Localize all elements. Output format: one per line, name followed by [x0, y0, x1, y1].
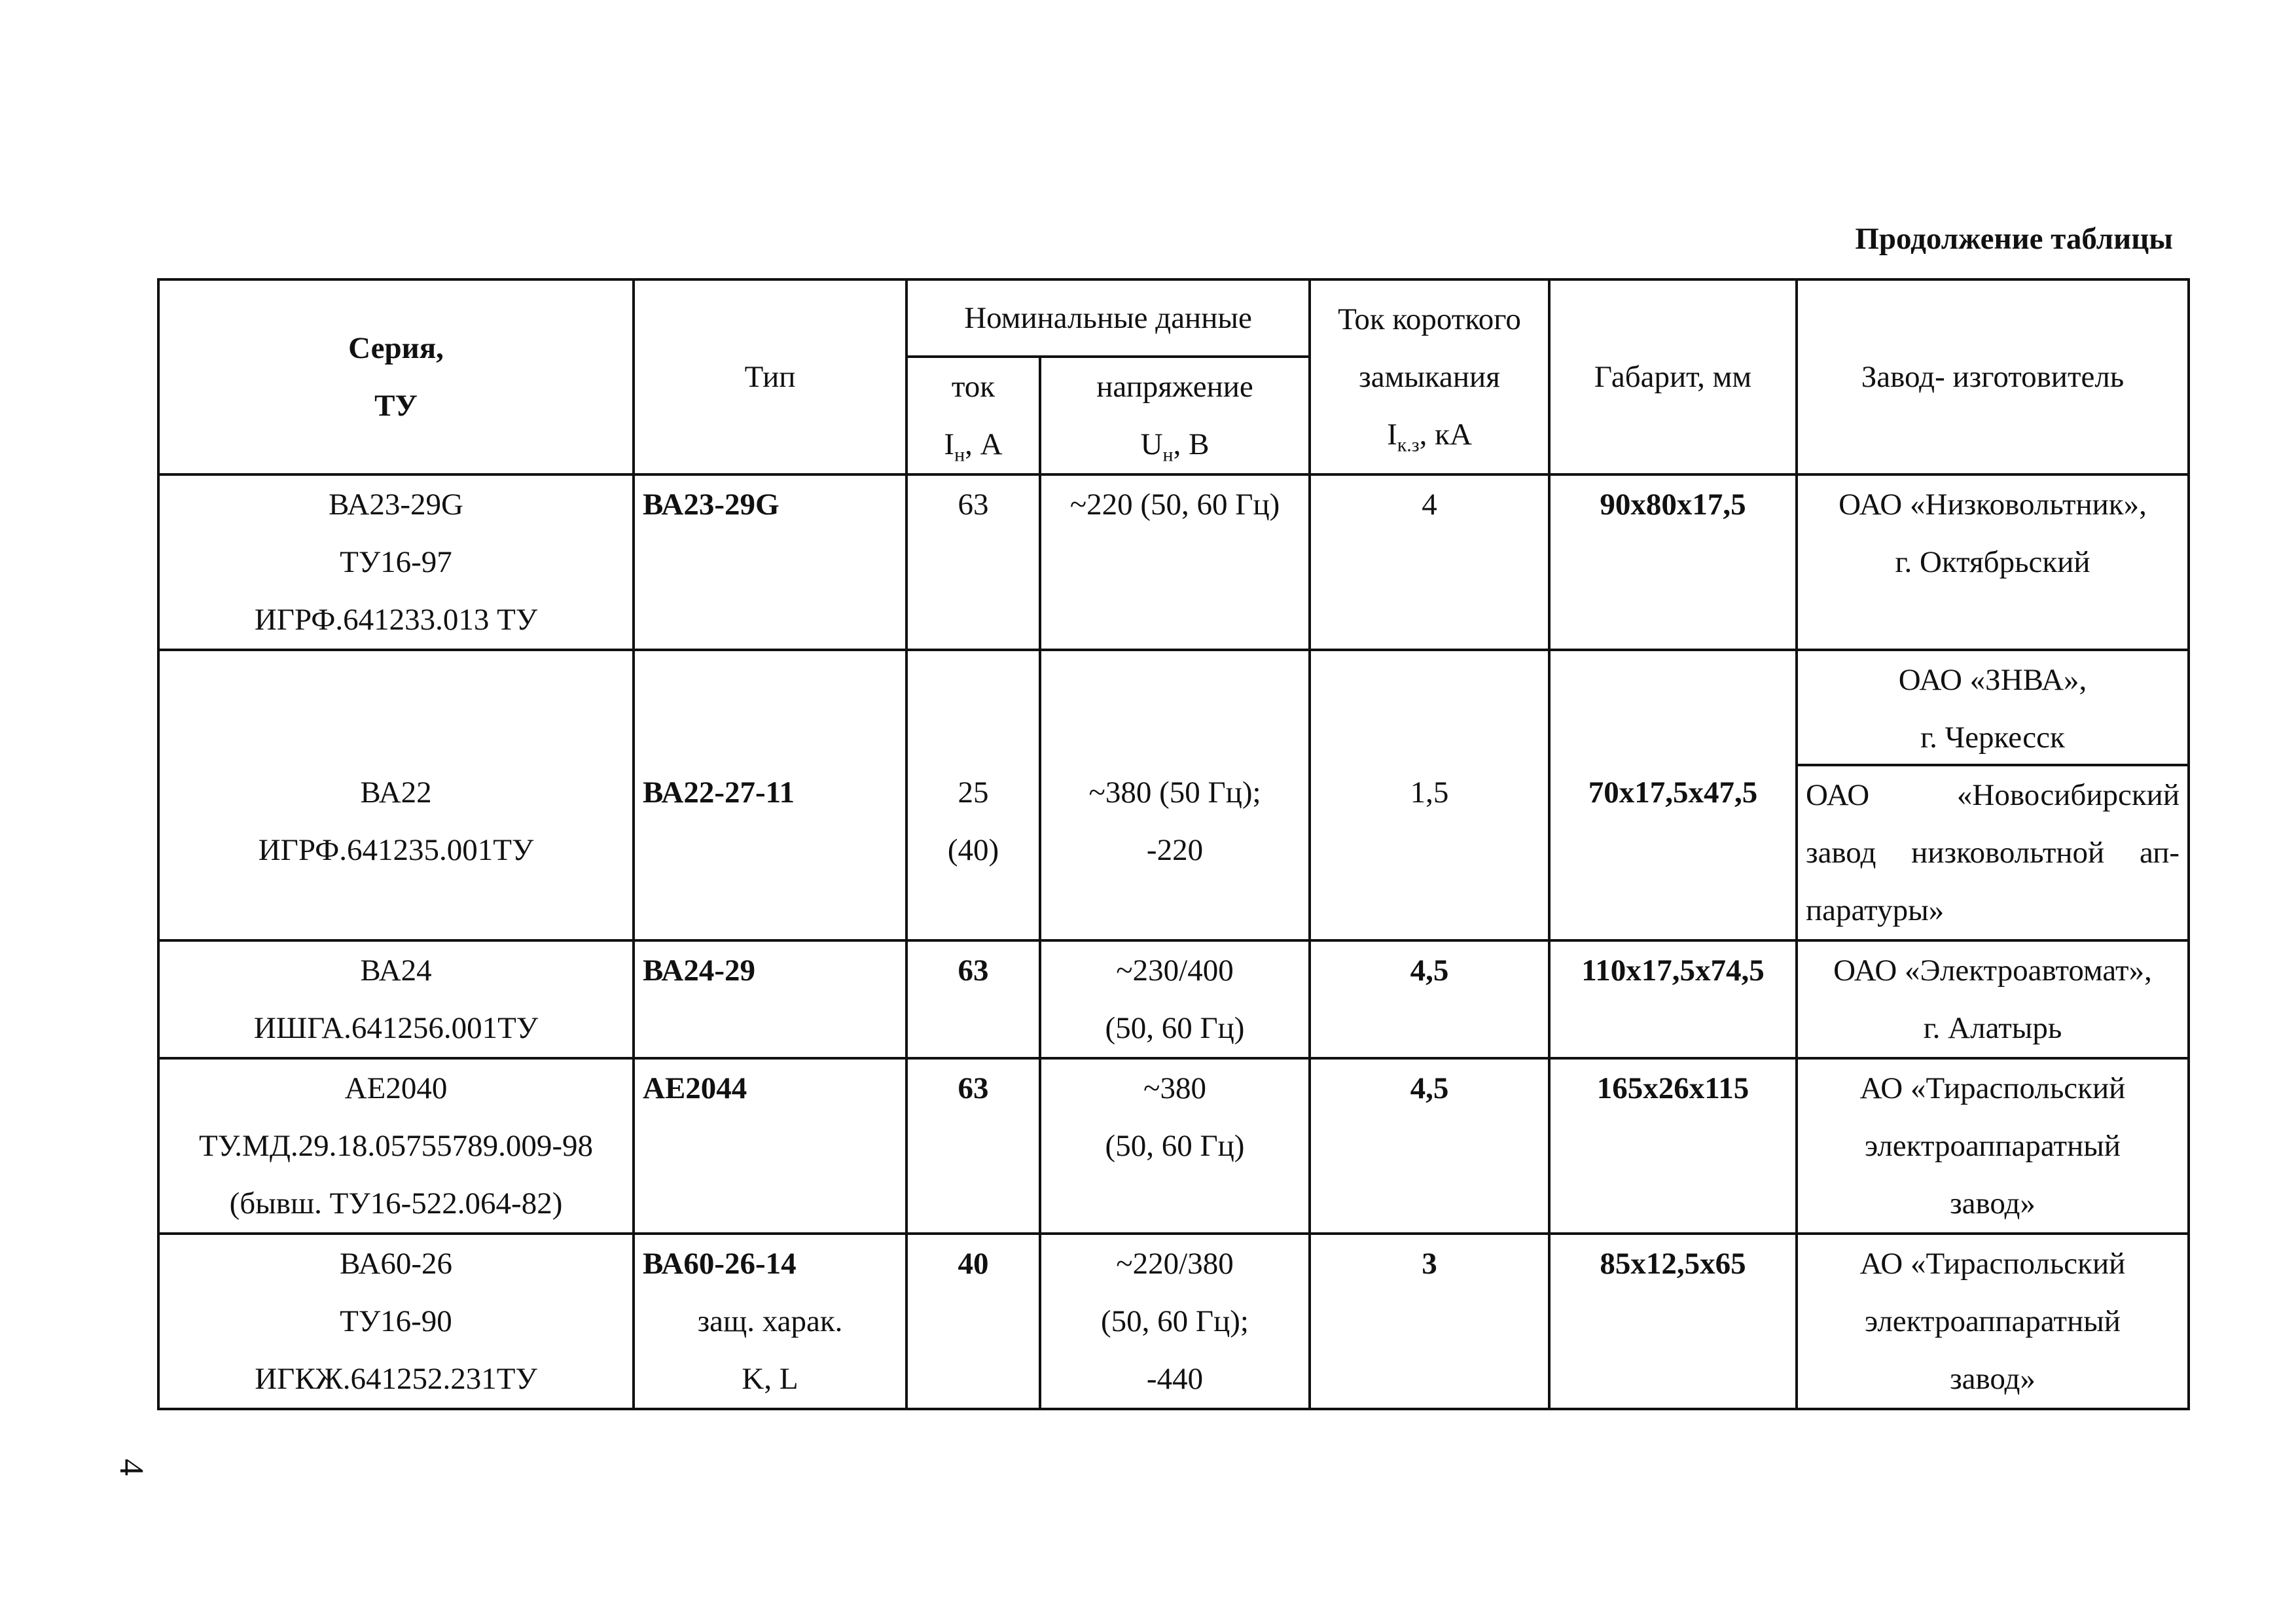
cell-size: 85x12,5x65	[1549, 1234, 1797, 1409]
table-row	[158, 650, 2189, 940]
cell-voltage: ~220/380 (50, 60 Гц); -440	[1040, 1234, 1310, 1409]
cell-current: 63	[906, 474, 1040, 650]
cell-short-circuit: 1,5	[1310, 650, 1549, 940]
cell-voltage: ~380 (50 Гц); -220	[1040, 650, 1310, 940]
cell-voltage: ~230/400 (50, 60 Гц)	[1040, 940, 1310, 1058]
cell-series: АЕ2040 ТУ.МД.29.18.05755789.009-98 (бывш. ТУ16-522.064-82)	[158, 1058, 634, 1234]
cell-current: 40	[906, 1234, 1040, 1409]
header-nominal-data: Номинальные данные	[906, 279, 1310, 357]
cell-size: 70x17,5x47,5	[1549, 650, 1797, 940]
cell-size: 90x80x17,5	[1549, 474, 1797, 650]
maker-entry: ОАО «ЗНВА», г. Черкесск	[1798, 651, 2187, 766]
table-continuation-caption: Продолжение таблицы	[1855, 222, 2173, 256]
cell-maker: АО «Тираспольский электроаппаратный завод»	[1797, 1058, 2189, 1234]
cell-current: 63	[906, 940, 1040, 1058]
cell-type: АЕ2044	[634, 1058, 906, 1234]
cell-size: 110x17,5x74,5	[1549, 940, 1797, 1058]
cell-series: ВА60-26 ТУ16-90 ИГКЖ.641252.231ТУ	[158, 1234, 634, 1409]
cell-short-circuit: 4	[1310, 474, 1549, 650]
cell-series: ВА22 ИГРФ.641235.001ТУ	[158, 650, 634, 940]
cell-type: ВА60-26-14 защ. харак. K, L	[634, 1234, 906, 1409]
cell-maker: ОАО «Низковольтник», г. Октябрьский	[1797, 474, 2189, 650]
cell-maker: АО «Тираспольский электроаппаратный завод»	[1797, 1234, 2189, 1409]
table-row	[158, 474, 2189, 650]
header-voltage: напряжение $U_н$, В	[1040, 357, 1310, 474]
table-row	[158, 1058, 2189, 1234]
table-row	[158, 940, 2189, 1058]
cell-current: 25 (40)	[906, 650, 1040, 940]
maker-entry: ОАО «Новосибирский завод низковольтной ап- паратуры»	[1806, 778, 2179, 927]
cell-type: ВА23-29G	[634, 474, 906, 650]
header-short-circuit: Ток короткого замыкания $I_{к.з}$, кА	[1310, 279, 1549, 474]
breakers-table	[157, 278, 2190, 1410]
header-current: ток $I_н$, А	[906, 357, 1040, 474]
header-maker: Завод- изготовитель	[1797, 279, 2189, 474]
cell-type: ВА24-29	[634, 940, 906, 1058]
header-series: Серия, ТУ	[158, 279, 634, 474]
cell-series: ВА23-29G ТУ16-97 ИГРФ.641233.013 ТУ	[158, 474, 634, 650]
cell-maker	[1797, 650, 2189, 940]
cell-size: 165x26x115	[1549, 1058, 1797, 1234]
cell-short-circuit: 3	[1310, 1234, 1549, 1409]
cell-current: 63	[906, 1058, 1040, 1234]
cell-short-circuit: 4,5	[1310, 1058, 1549, 1234]
cell-maker: ОАО «Электроавтомат», г. Алатырь	[1797, 940, 2189, 1058]
cell-voltage: ~220 (50, 60 Гц)	[1040, 474, 1310, 650]
page-number: 4	[113, 1459, 150, 1476]
table-row	[158, 1234, 2189, 1409]
cell-type: ВА22-27-11	[634, 650, 906, 940]
cell-short-circuit: 4,5	[1310, 940, 1549, 1058]
cell-series: ВА24 ИШГА.641256.001ТУ	[158, 940, 634, 1058]
cell-voltage: ~380 (50, 60 Гц)	[1040, 1058, 1310, 1234]
header-type: Тип	[634, 279, 906, 474]
header-size: Габарит, мм	[1549, 279, 1797, 474]
